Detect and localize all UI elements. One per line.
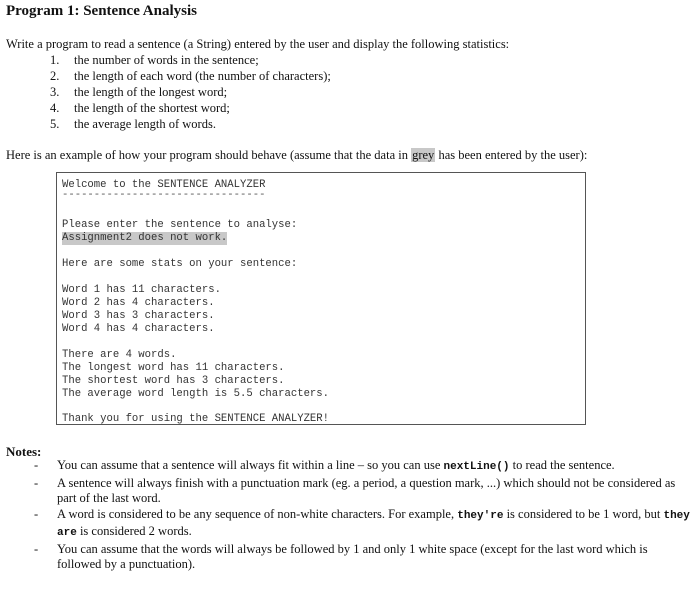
example-text-after: has been entered by the user): [435, 148, 588, 162]
list-text: the length of the shortest word; [74, 101, 230, 115]
code-snippet: nextLine() [443, 461, 510, 473]
intro-paragraph: Write a program to read a sentence (a String) entered by the user and display the following statistics: [6, 37, 510, 51]
console-word-line: Word 1 has 11 characters. [62, 284, 221, 296]
console-user-input: Assignment2 does not work. [62, 232, 228, 244]
note-text: A sentence will always finish with a punctuation mark (eg. a period, a question mark, ...) which should not be considered as part of the last word. [57, 476, 676, 505]
console-prompt: Please enter the sentence to analyse: [62, 219, 298, 231]
console-word-line: Word 2 has 4 characters. [62, 297, 215, 309]
bullet-dash: - [34, 507, 39, 521]
grey-highlight: grey [412, 148, 435, 162]
list-number: 1. [50, 53, 60, 67]
bullet-dash: - [34, 476, 39, 490]
console-summary-line: There are 4 words. [62, 349, 177, 361]
note-item [32, 542, 694, 572]
console-output-box [56, 172, 586, 425]
list-item [50, 68, 331, 84]
note-text: You can assume that a sentence will always fit within a line – so you can use [57, 458, 444, 472]
list-item [50, 100, 331, 116]
bullet-dash: - [34, 458, 39, 472]
note-text: to read the sentence. [509, 458, 615, 472]
list-text: the length of each word (the number of characters); [74, 69, 331, 83]
console-summary-line: The shortest word has 3 characters. [62, 375, 285, 387]
code-snippet: they're [457, 510, 504, 522]
list-item [50, 116, 331, 132]
console-word-line: Word 4 has 4 characters. [62, 323, 215, 335]
list-number: 2. [50, 69, 60, 83]
list-text: the number of words in the sentence; [74, 53, 259, 67]
console-word-line: Word 3 has 3 characters. [62, 310, 215, 322]
note-text: is considered 2 words. [76, 524, 192, 538]
list-number: 5. [50, 117, 60, 131]
list-item [50, 84, 331, 100]
example-paragraph [6, 148, 587, 163]
note-text: A word is considered to be any sequence of non-white characters. For example, [57, 507, 458, 521]
page-title: Program 1: Sentence Analysis [6, 3, 197, 19]
bullet-dash: - [34, 542, 39, 556]
list-number: 3. [50, 85, 60, 99]
list-item [50, 52, 331, 68]
console-stats-header: Here are some stats on your sentence: [62, 258, 298, 270]
notes-list [32, 458, 694, 573]
example-text-before: Here is an example of how your program should behave (assume that the data in [6, 148, 412, 162]
console-divider: -------------------------------- [62, 189, 266, 201]
statistics-list [50, 52, 331, 132]
console-welcome: Welcome to the SENTENCE ANALYZER [62, 179, 266, 191]
note-item [32, 458, 694, 475]
code-snippet: they are [57, 510, 690, 539]
console-summary-line: The average word length is 5.5 characters. [62, 388, 330, 400]
note-item [32, 507, 694, 541]
list-text: the length of the longest word; [74, 85, 228, 99]
notes-heading: Notes: [6, 444, 42, 459]
list-number: 4. [50, 101, 60, 115]
note-item [32, 476, 694, 506]
console-thanks: Thank you for using the SENTENCE ANALYZER! [62, 413, 330, 425]
list-text: the average length of words. [74, 117, 216, 131]
note-text: is considered to be 1 word, but [503, 507, 664, 521]
console-summary-line: The longest word has 11 characters. [62, 362, 285, 374]
note-text: You can assume that the words will always be followed by 1 and only 1 white space (except for the last word which is followed by a punctuation). [57, 542, 648, 571]
